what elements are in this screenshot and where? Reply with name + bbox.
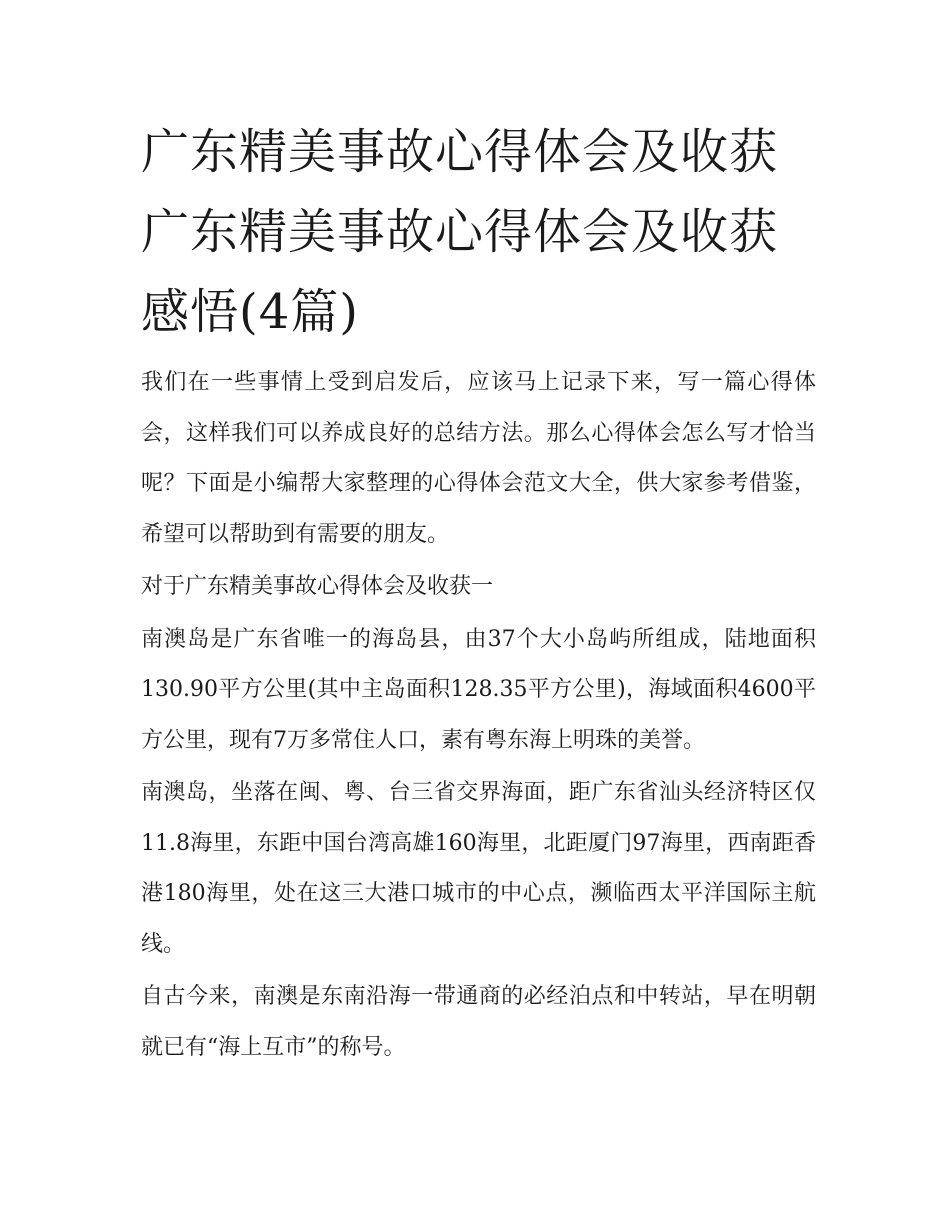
body-paragraph: 南澳岛是广东省唯一的海岛县，由37个大小岛屿所组成，陆地面积130.90平方公里(其中主岛面积128.35平方公里)，海域面积4600平方公里，现有7万多常住人口，素有粤东海上明珠的美誉。	[141, 626, 816, 753]
body-paragraph: 南澳岛，坐落在闽、粤、台三省交界海面，距广东省汕头经济特区仅11.8海里，东距中国台湾高雄160海里，北距厦门97海里，西南距香港180海里，处在这三大港口城市的中心点，濒临西太平洋国际主航线。	[141, 780, 816, 957]
title-line-2: 广东精美事故心得体会及收获	[141, 204, 779, 260]
section-heading: 对于广东精美事故心得体会及收获一	[141, 574, 494, 599]
document-title	[141, 112, 816, 352]
title-line-3: 感悟(4篇)	[141, 284, 359, 340]
intro-paragraph: 我们在一些事情上受到启发后，应该马上记录下来，写一篇心得体会，这样我们可以养成良好的总结方法。那么心得体会怎么写才恰当呢？下面是小编帮大家整理的心得体会范文大全，供大家参考借鉴，希望可以帮助到有需要的朋友。	[141, 370, 816, 547]
body-paragraph: 自古今来，南澳是东南沿海一带通商的必经泊点和中转站，早在明朝就已有“海上互市”的称号。	[141, 984, 816, 1060]
document-page	[141, 112, 816, 1075]
title-line-1: 广东精美事故心得体会及收获	[141, 124, 779, 180]
